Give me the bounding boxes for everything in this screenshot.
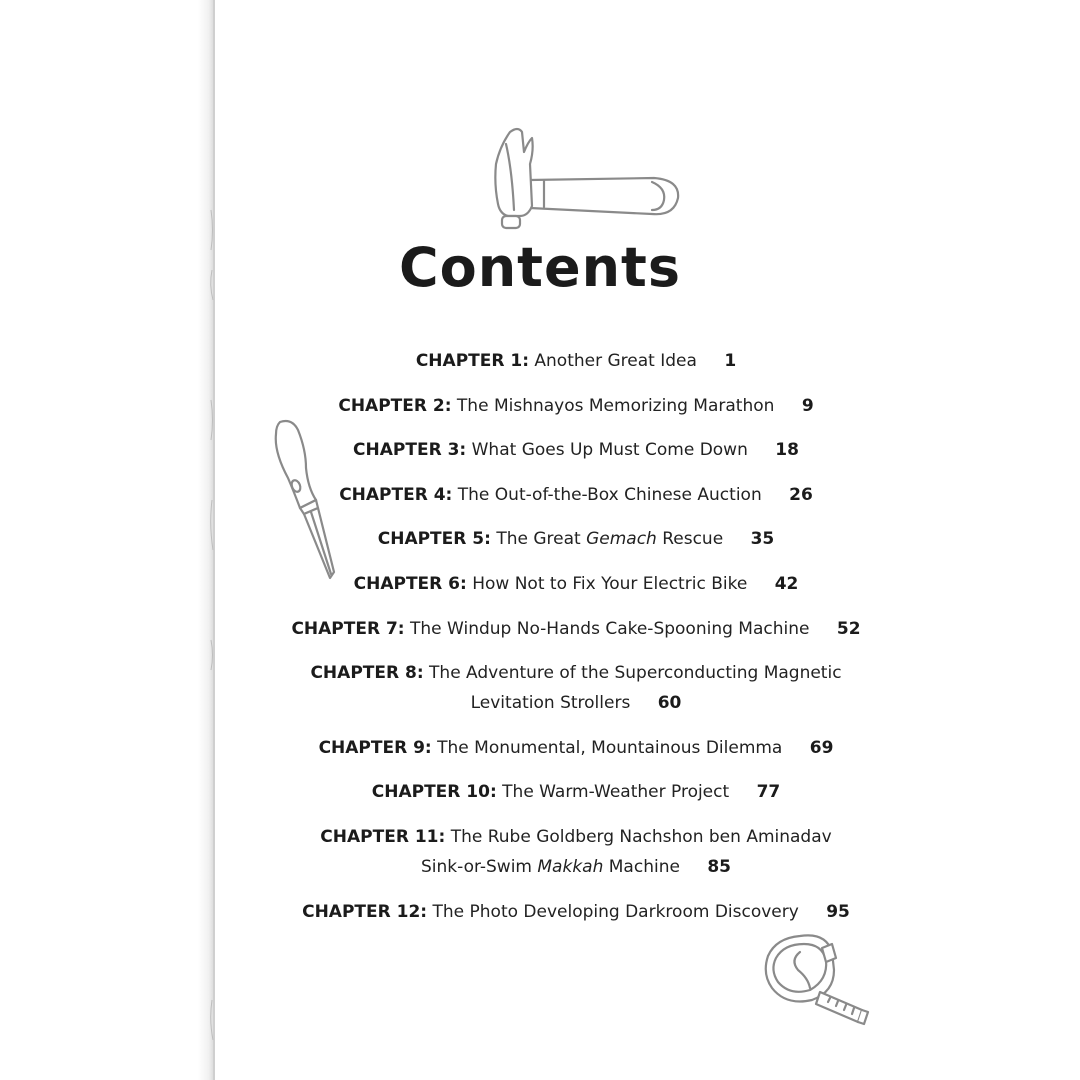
page-number: 42	[774, 573, 799, 594]
chapter-title: How Not to Fix Your Electric Bike	[472, 573, 748, 594]
table-of-contents	[280, 346, 872, 941]
chapter-label: CHAPTER 5:	[377, 529, 491, 550]
chapter-label: CHAPTER 11:	[320, 826, 446, 847]
chapter-label: CHAPTER 7:	[291, 618, 405, 639]
page-number: 9	[801, 395, 814, 416]
tape-measure-icon	[760, 930, 872, 1028]
chapter-title-line-1: The Rube Goldberg Nachshon ben Aminadav	[450, 826, 832, 847]
page-number: 26	[789, 484, 813, 505]
chapter-title: What Goes Up Must Come Down	[471, 440, 748, 461]
chapter-title-line-2-start: Sink-or-Swim	[420, 856, 538, 877]
book-spine-shadow	[0, 0, 215, 1080]
page-number: 85	[707, 856, 732, 877]
toc-entry-chapter-4[interactable]	[280, 480, 872, 510]
page-number: 18	[775, 440, 799, 461]
chapter-title: Another Great Idea	[534, 351, 697, 371]
toc-entry-chapter-12[interactable]	[280, 897, 872, 927]
toc-entry-chapter-5[interactable]	[280, 524, 872, 554]
chapter-title: The Warm-Weather Project	[502, 782, 730, 803]
chapter-label: CHAPTER 4:	[339, 484, 453, 505]
chapter-title-line-1: The Adventure of the Superconducting Magnetic	[429, 663, 842, 684]
toc-entry-chapter-11[interactable]	[280, 822, 872, 882]
toc-entry-chapter-2[interactable]	[280, 391, 872, 421]
chapter-title: The Monumental, Mountainous Dilemma	[437, 737, 783, 758]
hammer-icon	[484, 124, 688, 236]
page-number: 52	[836, 618, 861, 639]
chapter-title-italic: Makkah	[537, 856, 604, 877]
chapter-title-line-2-end: Machine	[603, 856, 680, 877]
chapter-label: CHAPTER 6:	[353, 573, 467, 594]
chapter-title-italic: Gemach	[586, 529, 657, 550]
chapter-label: CHAPTER 12:	[302, 901, 428, 922]
chapter-label: CHAPTER 3:	[353, 440, 467, 461]
toc-entry-chapter-6[interactable]	[280, 569, 872, 599]
page-number: 35	[750, 529, 775, 550]
bleed-marks	[208, 0, 218, 1080]
toc-entry-chapter-8[interactable]	[280, 658, 872, 718]
chapter-title: The Mishnayos Memorizing Marathon	[456, 395, 775, 416]
chapter-label: CHAPTER 9:	[318, 737, 432, 758]
chapter-title-line-2: Levitation Strollers	[470, 693, 631, 714]
toc-entry-chapter-1[interactable]	[280, 346, 872, 376]
toc-entry-chapter-3[interactable]	[280, 435, 872, 465]
chapter-label: CHAPTER 10:	[371, 782, 497, 803]
page-title: Contents	[398, 236, 681, 299]
toc-entry-chapter-10[interactable]	[280, 777, 872, 807]
page-number: 95	[826, 901, 850, 922]
chapter-title-start: The Great	[496, 529, 587, 550]
toc-entry-chapter-7[interactable]	[280, 614, 872, 644]
chapter-label: CHAPTER 2:	[338, 395, 452, 416]
page-number: 1	[724, 351, 737, 371]
page-number: 77	[756, 782, 781, 803]
page-number: 60	[657, 693, 682, 714]
chapter-title: The Windup No-Hands Cake-Spooning Machine	[410, 618, 810, 639]
page-number: 69	[809, 737, 834, 758]
chapter-label: CHAPTER 8:	[310, 663, 424, 684]
chapter-label: CHAPTER 1:	[415, 351, 529, 371]
chapter-title-end: Rescue	[656, 529, 724, 550]
chapter-title: The Photo Developing Darkroom Discovery	[432, 901, 799, 922]
screwdriver-icon	[266, 416, 346, 584]
toc-entry-chapter-9[interactable]	[280, 733, 872, 763]
chapter-title: The Out-of-the-Box Chinese Auction	[457, 484, 762, 505]
